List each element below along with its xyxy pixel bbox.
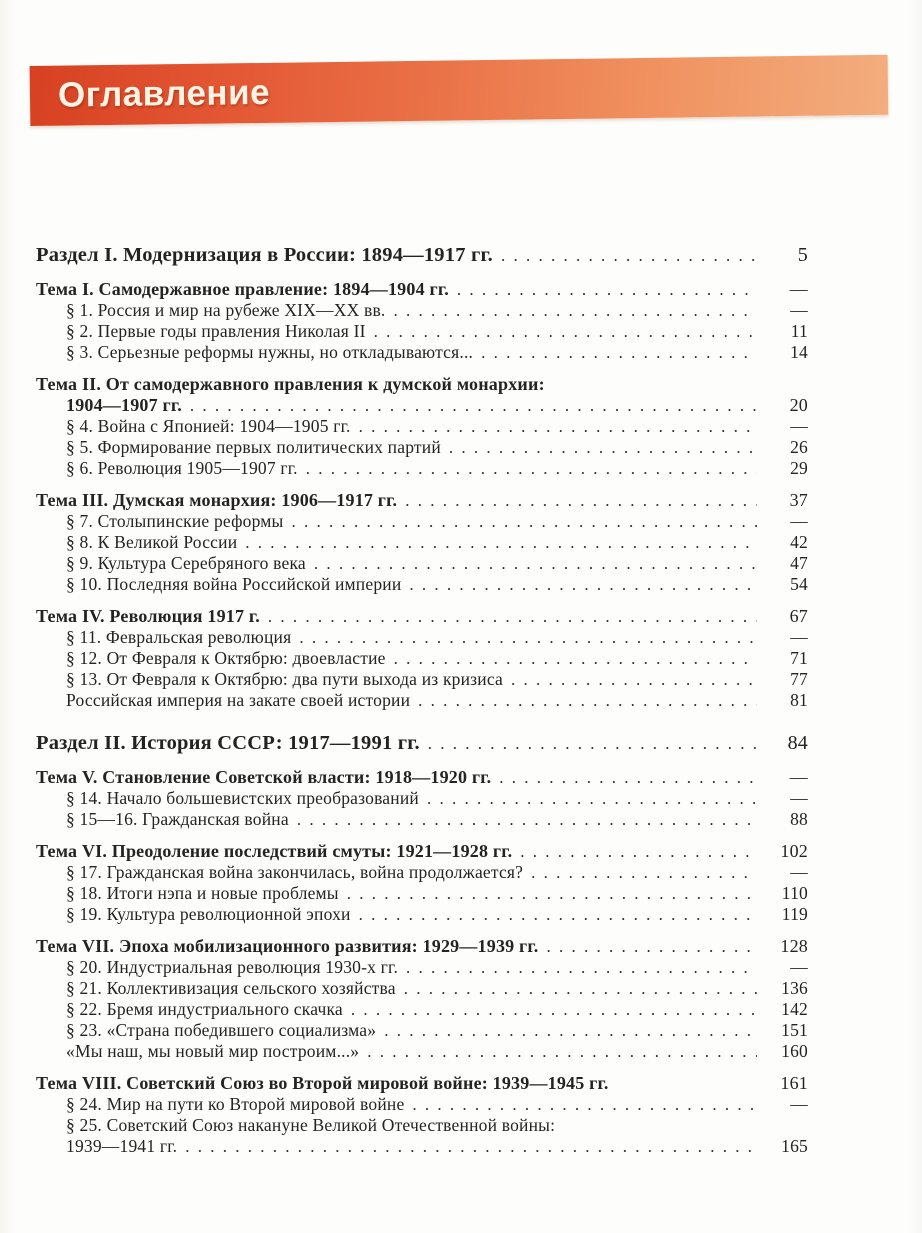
- page-number: —: [790, 416, 808, 436]
- dot-leader: [268, 606, 757, 627]
- dot-leader: [409, 574, 757, 595]
- toc-entry-theme: [36, 841, 808, 862]
- entry-title: § 13. От Февраля к Октябрю: два пути выхода из кризиса: [66, 669, 504, 689]
- entry-title: § 15—16. Гражданская война: [66, 809, 289, 829]
- dot-leader: [394, 648, 757, 669]
- toc-entry-plain: [36, 1041, 808, 1062]
- page-number: 14: [790, 342, 808, 362]
- toc-entry-paragraph: [36, 999, 808, 1020]
- toc-entry-paragraph: [36, 511, 808, 532]
- toc-entry-paragraph: [36, 627, 808, 648]
- page-number: 42: [790, 532, 808, 552]
- page-number: 136: [781, 978, 808, 998]
- page-number: 84: [787, 732, 808, 754]
- toc-entry-paragraph: [36, 1115, 808, 1136]
- dot-leader: [531, 862, 757, 883]
- page-number: 88: [790, 809, 808, 829]
- page-number: —: [790, 300, 808, 320]
- dot-leader: [374, 321, 757, 342]
- toc-entry-paragraph: [36, 904, 808, 925]
- dot-leader: [501, 243, 757, 268]
- page-title: Оглавление: [57, 72, 271, 115]
- dot-leader: [367, 1041, 757, 1062]
- page-number: —: [789, 279, 808, 299]
- toc-entry-theme: [36, 936, 808, 957]
- entry-title: Тема III. Думская монархия: 1906—1917 гг.: [36, 490, 398, 510]
- page-number: 161: [780, 1073, 808, 1093]
- entry-title: Тема I. Самодержавное правление: 1894—1904 гг.: [36, 279, 449, 299]
- entry-title: § 18. Итоги нэпа и новые проблемы: [66, 883, 339, 903]
- dot-leader: [185, 1136, 757, 1157]
- dot-leader: [393, 300, 757, 321]
- entry-title: § 9. Культура Серебряного века: [66, 553, 306, 573]
- toc-entry-theme: [36, 374, 808, 395]
- page-number: 102: [780, 841, 808, 861]
- entry-title: Раздел I. Модернизация в России: 1894—1917 гг.: [36, 244, 494, 266]
- entry-title: § 24. Мир на пути ко Второй мировой войне: [66, 1094, 405, 1114]
- entry-title: § 19. Культура революционной эпохи: [66, 904, 351, 924]
- dot-leader: [428, 731, 757, 756]
- page-number: —: [790, 627, 808, 647]
- page-number: —: [790, 957, 808, 977]
- toc-entry-paragraph: [36, 883, 808, 904]
- dot-leader: [412, 1094, 757, 1115]
- page-number: —: [789, 767, 808, 787]
- entry-title: § 17. Гражданская война закончилась, война продолжается?: [66, 862, 524, 882]
- page-number: 151: [781, 1020, 808, 1040]
- page-number: 119: [781, 904, 808, 924]
- entry-title: Тема IV. Революция 1917 г.: [36, 606, 260, 626]
- dot-leader: [405, 490, 757, 511]
- dot-leader: [351, 999, 757, 1020]
- toc-entry-theme: [36, 767, 808, 788]
- toc-entry-paragraph: [36, 957, 808, 978]
- dot-leader: [306, 458, 757, 479]
- table-of-contents: [36, 243, 808, 1157]
- entry-title: § 8. К Великой России: [66, 532, 238, 552]
- toc-entry-section: [36, 731, 808, 756]
- page-number: —: [790, 788, 808, 808]
- entry-title: § 10. Последняя война Российской империи: [66, 574, 402, 594]
- dot-leader: [449, 437, 757, 458]
- page-number: 20: [789, 395, 808, 415]
- dot-leader: [418, 690, 757, 711]
- entry-title: § 21. Коллективизация сельского хозяйства: [66, 978, 396, 998]
- dot-leader: [297, 809, 757, 830]
- toc-entry-theme: [36, 1073, 808, 1094]
- toc-entry-paragraph: [36, 978, 808, 999]
- page-number: 26: [790, 437, 808, 457]
- page-number: 81: [790, 690, 808, 710]
- toc-entry-paragraph: [36, 788, 808, 809]
- dot-leader: [511, 669, 757, 690]
- page-number: 110: [781, 883, 808, 903]
- toc-entry-theme: [36, 279, 808, 300]
- entry-title: § 6. Революция 1905—1907 гг.: [66, 458, 298, 478]
- page-number: 5: [797, 244, 808, 266]
- entry-title: § 2. Первые годы правления Николая II: [66, 321, 366, 341]
- toc-entry-paragraph: [36, 342, 808, 363]
- toc-entry-paragraph: [36, 1020, 808, 1041]
- page-number: —: [790, 1094, 808, 1114]
- entry-title: § 7. Столыпинские реформы: [66, 511, 284, 531]
- page-number: 142: [781, 999, 808, 1019]
- dot-leader: [427, 788, 757, 809]
- toc-entry-paragraph: [36, 437, 808, 458]
- toc-entry-paragraph: [36, 416, 808, 437]
- dot-leader: [190, 395, 757, 416]
- entry-title: § 3. Серьезные реформы нужны, но откладываются...: [66, 342, 474, 362]
- dot-leader: [299, 627, 757, 648]
- toc-entry-paragraph: [36, 300, 808, 321]
- toc-entry-theme: [36, 606, 808, 627]
- page-number: 67: [789, 606, 808, 626]
- dot-leader: [499, 767, 757, 788]
- entry-title: § 1. Россия и мир на рубеже XIX—XX вв.: [66, 300, 386, 320]
- entry-title: Тема VII. Эпоха мобилизационного развития: 1929—1939 гг.: [36, 936, 539, 956]
- dot-leader: [481, 342, 757, 363]
- entry-title: 1904—1907 гг.: [66, 395, 182, 415]
- dot-leader: [404, 978, 757, 999]
- dot-leader: [546, 936, 757, 957]
- dot-leader: [520, 841, 757, 862]
- entry-title: Тема VI. Преодоление последствий смуты: 1921—1928 гг.: [36, 841, 513, 861]
- toc-entry-paragraph: [36, 669, 808, 690]
- entry-title: Российская империя на закате своей истории: [66, 690, 411, 710]
- toc-entry-theme-continuation: [36, 395, 808, 416]
- page-number: 47: [790, 553, 808, 573]
- page-number: 77: [790, 669, 808, 689]
- entry-title: § 14. Начало большевистских преобразований: [66, 788, 419, 808]
- toc-entry-paragraph: [36, 862, 808, 883]
- dot-leader: [457, 279, 757, 300]
- entry-title: Тема V. Становление Советской власти: 1918—1920 гг.: [36, 767, 492, 787]
- page-number: 160: [781, 1041, 808, 1061]
- entry-title: Тема II. От самодержавного правления к думской монархии:: [36, 374, 545, 394]
- chapter-banner: [30, 55, 889, 126]
- toc-entry-paragraph: [36, 321, 808, 342]
- toc-entry-section: [36, 243, 808, 268]
- toc-entry-paragraph-continuation: [36, 1136, 808, 1157]
- toc-entry-paragraph: [36, 809, 808, 830]
- page-number: 54: [790, 574, 808, 594]
- dot-leader: [292, 511, 757, 532]
- entry-title: § 25. Советский Союз накануне Великой Отечественной войны:: [66, 1115, 556, 1135]
- entry-title: § 4. Война с Японией: 1904—1905 гг.: [66, 416, 351, 436]
- entry-title: «Мы наш, мы новый мир построим...»: [66, 1041, 360, 1061]
- toc-entry-paragraph: [36, 648, 808, 669]
- toc-entry-paragraph: [36, 574, 808, 595]
- page-number: —: [790, 511, 808, 531]
- dot-leader: [359, 904, 757, 925]
- dot-leader: [314, 553, 757, 574]
- page-number: 29: [790, 458, 808, 478]
- entry-title: § 20. Индустриальная революция 1930-х гг.: [66, 957, 399, 977]
- page-number: —: [790, 862, 808, 882]
- dot-leader: [384, 1020, 757, 1041]
- entry-title: § 12. От Февраля к Октябрю: двоевластие: [66, 648, 386, 668]
- dot-leader: [359, 416, 757, 437]
- dot-leader: [347, 883, 757, 904]
- toc-entry-paragraph: [36, 1094, 808, 1115]
- page-number: 71: [790, 648, 808, 668]
- entry-title: Раздел II. История СССР: 1917—1991 гг.: [36, 732, 420, 754]
- entry-title: § 22. Бремя индустриального скачка: [66, 999, 343, 1019]
- page-number: 165: [781, 1136, 808, 1156]
- page-number: 37: [789, 490, 808, 510]
- toc-entry-paragraph: [36, 532, 808, 553]
- page-number: 11: [790, 321, 808, 341]
- page-number: 128: [780, 936, 808, 956]
- dot-leader: [245, 532, 757, 553]
- entry-title: § 11. Февральская революция: [66, 627, 292, 647]
- entry-title: Тема VIII. Советский Союз во Второй мировой войне: 1939—1945 гг.: [36, 1073, 609, 1093]
- toc-entry-paragraph: [36, 553, 808, 574]
- entry-title: 1939—1941 гг.: [66, 1136, 178, 1156]
- dot-leader: [406, 957, 757, 978]
- toc-entry-paragraph: [36, 458, 808, 479]
- toc-entry-plain: [36, 690, 808, 711]
- entry-title: § 5. Формирование первых политических партий: [66, 437, 441, 457]
- entry-title: § 23. «Страна победившего социализма»: [66, 1020, 377, 1040]
- toc-entry-theme: [36, 490, 808, 511]
